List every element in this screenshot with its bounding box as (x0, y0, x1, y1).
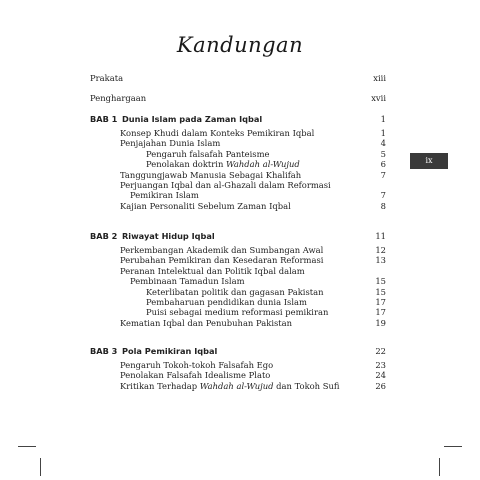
toc-entry-title: Peranan Intelektual dan Politik Iqbal dalam (120, 265, 305, 276)
chapter-label: BAB 2 (90, 231, 118, 241)
crop-mark (40, 458, 41, 476)
page-title: Kandungan (176, 33, 304, 57)
toc-entry-page: 24 (375, 370, 386, 381)
toc-entry-page: 5 (380, 148, 386, 159)
toc-entry-title: Tanggungjawab Manusia Sebagai Khalifah (120, 169, 302, 180)
toc-entry-page: 4 (380, 138, 386, 149)
toc-entry-page: 12 (375, 245, 386, 255)
toc-entry-page: 23 (375, 360, 386, 370)
toc-entry-title: Kajian Personaliti Sebelum Zaman Iqbal (120, 200, 291, 211)
toc-entry-title: Penjajahan Dunia Islam (120, 138, 221, 149)
toc-entry-page: 17 (375, 297, 386, 307)
toc-entry-page: 8 (380, 200, 386, 211)
crop-mark (439, 458, 440, 476)
toc-entry-page: 15 (375, 286, 386, 297)
toc-entry-page: xvii (371, 93, 386, 103)
toc-entry-page: 1 (380, 128, 386, 138)
toc-entry-title: Perkembangan Akademik dan Sumbangan Awal (120, 245, 324, 255)
toc-entry-title: Pengaruh falsafah Panteisme (146, 148, 270, 159)
toc-entry-title: Penolakan Falsafah Idealisme Plato (120, 370, 271, 381)
crop-mark (444, 446, 462, 447)
toc-entry-title: Keterlibatan politik dan gagasan Pakistan (146, 286, 324, 297)
toc-entry-title: Perubahan Pemikiran dan Kesedaran Reformasi (120, 255, 324, 266)
toc-entry-page: 6 (380, 159, 386, 170)
toc-entry-page: 17 (375, 307, 386, 318)
toc-entry-title: Penolakan doktrin Wahdah al-Wujud (146, 159, 300, 170)
toc-entry-page: 15 (375, 276, 386, 287)
chapter-title: BAB 3 Pola Pemikiran Iqbal (90, 346, 218, 356)
toc-entry-title: Pengaruh Tokoh-tokoh Falsafah Ego (120, 360, 274, 370)
toc-entry-page: 13 (375, 255, 386, 266)
toc-entry-page: 26 (375, 380, 386, 391)
toc-entry-page: 19 (375, 317, 386, 328)
toc-entry-title: Pembaharuan pendidikan dunia Islam (146, 297, 307, 307)
toc-entry-title: Kematian Iqbal dan Penubuhan Pakistan (120, 317, 293, 328)
toc-entry-title: Konsep Khudi dalam Konteks Pemikiran Iqbal (120, 128, 315, 138)
chapter-page: 22 (375, 346, 386, 356)
chapter-label: BAB 1 (90, 114, 118, 124)
toc-entry-title: Prakata (90, 73, 124, 83)
chapter-page: 1 (380, 114, 386, 124)
chapter-title: BAB 2 Riwayat Hidup Iqbal (90, 231, 215, 241)
toc-entry-title: Penghargaan (90, 93, 147, 103)
page-number-tab: ix (410, 153, 448, 169)
chapter-title: BAB 1 Dunia Islam pada Zaman Iqbal (90, 114, 263, 124)
toc-entry-title: Perjuangan Iqbal dan al-Ghazali dalam Reformasi (120, 180, 331, 190)
chapter-page: 11 (375, 231, 386, 241)
toc-entry-page: xiii (373, 73, 386, 83)
chapter-label: BAB 3 (90, 346, 118, 356)
toc-entry-title: Pemikiran Islam (130, 190, 199, 201)
toc-entry-page: 7 (380, 190, 386, 201)
crop-mark (18, 446, 36, 447)
toc-entry-title: Puisi sebagai medium reformasi pemikiran (146, 307, 329, 318)
toc-entry-page: 7 (380, 169, 386, 180)
toc-entry-title: Pembinaan Tamadun Islam (130, 276, 245, 287)
toc-entry-title: Kritikan Terhadap Wahdah al-Wujud dan Tokoh Sufi (120, 380, 340, 391)
